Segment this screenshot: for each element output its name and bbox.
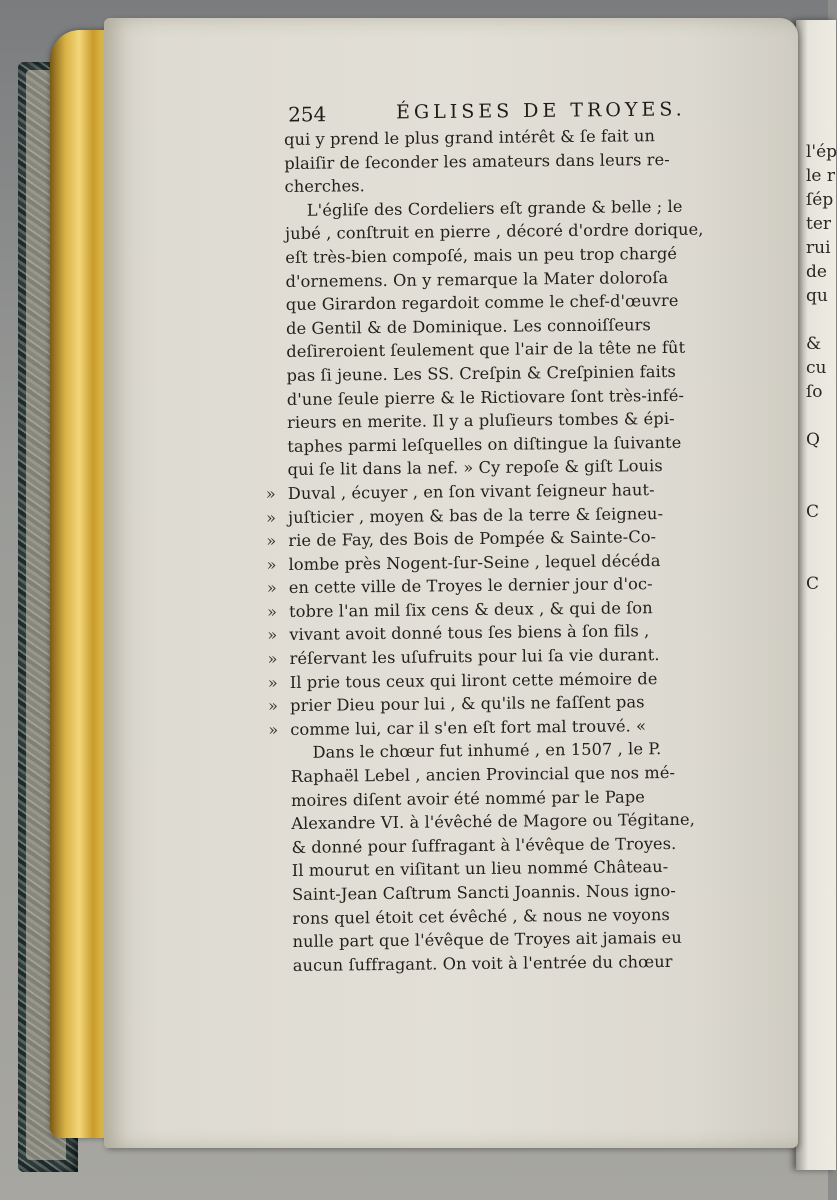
facing-page-fragment: cu [806, 358, 827, 378]
facing-page-fragment [806, 476, 828, 500]
text-line: Raphaël Lebel , ancien Provincial que nos mé- [290, 762, 676, 786]
facing-page-fragment [806, 308, 828, 332]
text-line: Il mourut en viſitant un lieu nommé Château- [291, 857, 669, 881]
text-line: Saint-Jean Caſtrum Sancti Joannis. Nous igno- [291, 880, 676, 904]
facing-page-fragment: & [806, 334, 822, 354]
facing-page-fragment: C [806, 502, 820, 522]
text-line: qui y prend le plus grand intérêt & ſe fait un [284, 126, 656, 149]
page-body-text [265, 123, 773, 977]
facing-page-fragment: rui [806, 238, 831, 258]
quote-mark: » [266, 578, 277, 598]
quote-mark: » [266, 554, 277, 574]
facing-page-fragment: ſép [806, 190, 834, 210]
facing-page-fragment [806, 524, 828, 548]
facing-page-fragment: l'ép [806, 142, 837, 162]
text-line: L'égliſe des Cordeliers eſt grande & belle ; le [306, 196, 683, 220]
quote-mark: » [267, 649, 278, 669]
facing-page-fragment: C [806, 574, 820, 594]
facing-page-fragment: ſo [806, 382, 823, 402]
text-line: » lombe près Nogent-ſur-Seine , lequel décéda [266, 548, 768, 577]
text-line: » réſervant les uſufruits pour lui ſa vie durant. [267, 642, 769, 671]
facing-page-text [806, 140, 837, 596]
text-line: cherches. [284, 176, 365, 197]
text-line: rieurs en merite. Il y a pluſieurs tombes & épi- [286, 409, 675, 433]
text-line: » comme lui, car il s'en eſt fort mal trouvé. « [268, 713, 770, 742]
facing-page-fragment: Q [806, 430, 820, 450]
facing-page-fragment [806, 548, 828, 572]
text-line: taphes parmi leſquelles on diſtingue la ſuivante [287, 432, 682, 456]
text-line: nulle part que l'évêque de Troyes ait jamais eu [292, 928, 682, 952]
text-line: deſireroient ſeulement que l'air de la tête ne fût [286, 338, 686, 362]
text-line: moires diſent avoir été nommé par le Pape [290, 786, 646, 810]
page-number: 254 [288, 102, 327, 127]
text-line: aucun ſuffragant. On voit à l'entrée du chœur [292, 951, 673, 975]
facing-page-fragment: qu [806, 286, 828, 306]
text-line: » juſticier , moyen & bas de la terre & ſeigneu- [266, 500, 768, 529]
text-line: qui ſe lit dans la nef. » Cy repoſe & giſt Louis [287, 456, 663, 480]
text-line: Alexandre VI. à l'évêché de Magore ou Tégitane, [291, 809, 696, 834]
quote-mark: » [267, 672, 278, 692]
quote-mark: » [265, 507, 277, 527]
running-title: ÉGLISES DE TROYES. [396, 98, 686, 124]
text-line: » vivant avoit donné tous ſes biens à ſon fils , [267, 618, 769, 647]
quote-mark: » [266, 601, 278, 622]
quote-mark: » [268, 719, 279, 740]
quote-mark: » [267, 625, 278, 645]
text-line: de Gentil & de Dominique. Les connoiſſeurs [285, 314, 651, 338]
text-line: » tobre l'an mil ſix cens & deux , & qui de ſon [267, 595, 769, 624]
facing-page-fragment: de [806, 262, 827, 282]
text-line: pas ſi jeune. Les SS. Creſpin & Creſpinien faits [286, 361, 676, 385]
facing-page-fragment [806, 452, 828, 476]
facing-page-fragment: le r [806, 166, 836, 186]
text-line: d'ornemens. On y remarque la Mater doloroſa [285, 267, 669, 291]
text-line: » rie de Fay, des Bois de Pompée & Sainte-Co- [266, 524, 768, 553]
text-line: jubé , conſtruit en pierre , décoré d'ordre dorique, [285, 219, 704, 244]
text-line: & donné pour ſuffragant à l'évêque de Troyes. [291, 833, 677, 857]
facing-page-fragment: ter [806, 214, 832, 234]
facing-page-fragment [806, 404, 828, 428]
text-line: » prier Dieu pour lui , & qu'ils ne faſſent pas [268, 689, 770, 718]
text-line: rons quel étoit cet évêché , & nous ne voyons [292, 904, 670, 928]
text-line: que Girardon regardoit comme le chef-d'œuvre [285, 291, 679, 315]
text-line: plaiſir de ſeconder les amateurs dans leurs re- [284, 149, 670, 173]
text-line: d'une ſeule pierre & le Rictiovare ſont très-infé- [286, 385, 685, 409]
text-line: Dans le chœur fut inhumé , en 1507 , le P. [312, 739, 662, 763]
text-line: eſt très-bien compoſé, mais un peu trop chargé [285, 243, 678, 267]
quote-mark: » [265, 484, 276, 504]
text-line: » Il prie tous ceux qui liront cette mémoire de [268, 666, 770, 695]
quote-mark: » [266, 531, 277, 551]
text-line: » en cette ville de Troyes le dernier jour d'oc- [267, 571, 769, 600]
quote-mark: » [267, 696, 279, 716]
text-line: » Duval , écuyer , en ſon vivant ſeigneur haut- [266, 477, 768, 506]
